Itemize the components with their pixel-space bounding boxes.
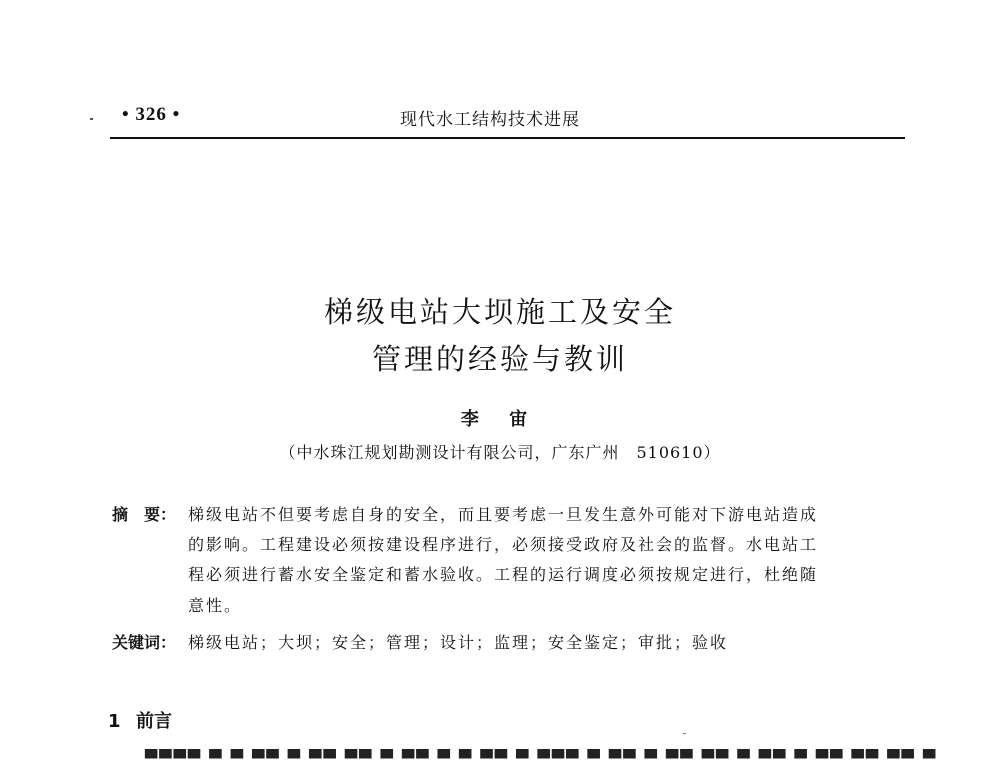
- scan-speck: [683, 733, 686, 734]
- abstract-line-4: 意性。: [188, 596, 243, 615]
- cut-off-text-texture: ▀▀▀▀ ▀ ▀ ▀▀ ▀ ▀▀ ▀▀ ▀ ▀▀ ▀ ▀ ▀▀ ▀ ▀▀▀ ▀ ▀▀ ▀ ▀▀ ▀▀ ▀ ▀▀ ▀ ▀▀ ▀▀ ▀▀ ▀: [145, 749, 938, 768]
- author-affiliation: （中水珠江规划勘测设计有限公司，广东广州 510610）: [279, 443, 721, 462]
- article-title-line-1: 梯级电站大坝施工及安全: [323, 295, 676, 329]
- section-title: 前言: [136, 711, 172, 732]
- page-number: • 326 •: [122, 104, 181, 125]
- abstract-line-1: 梯级电站不但要考虑自身的安全，而且要考虑一旦发生意外可能对下游电站造成: [188, 505, 819, 524]
- abstract-line-3: 程必须进行蓄水安全鉴定和蓄水验收。工程的运行调度必须按规定进行，杜绝随: [188, 565, 819, 584]
- scan-speck: [90, 118, 93, 120]
- cut-off-text-line: [145, 749, 938, 768]
- keywords-text: 梯级电站；大坝；安全；管理；设计；监理；安全鉴定；审批；验收: [188, 633, 729, 652]
- article-title-line-2: 管理的经验与教训: [371, 342, 628, 376]
- section-heading: [108, 707, 172, 733]
- running-header: [110, 104, 905, 134]
- journal-title: 现代水工结构技术进展: [400, 110, 580, 130]
- section-number: 1: [108, 711, 121, 732]
- abstract-line-2: 的影响。工程建设必须按建设程序进行，必须接受政府及社会的监督。水电站工: [188, 535, 819, 554]
- author-name: 李 宙: [460, 409, 540, 430]
- keywords-label: 关键词：: [112, 633, 177, 652]
- header-rule: [110, 137, 905, 139]
- abstract-label: 摘 要：: [112, 505, 177, 524]
